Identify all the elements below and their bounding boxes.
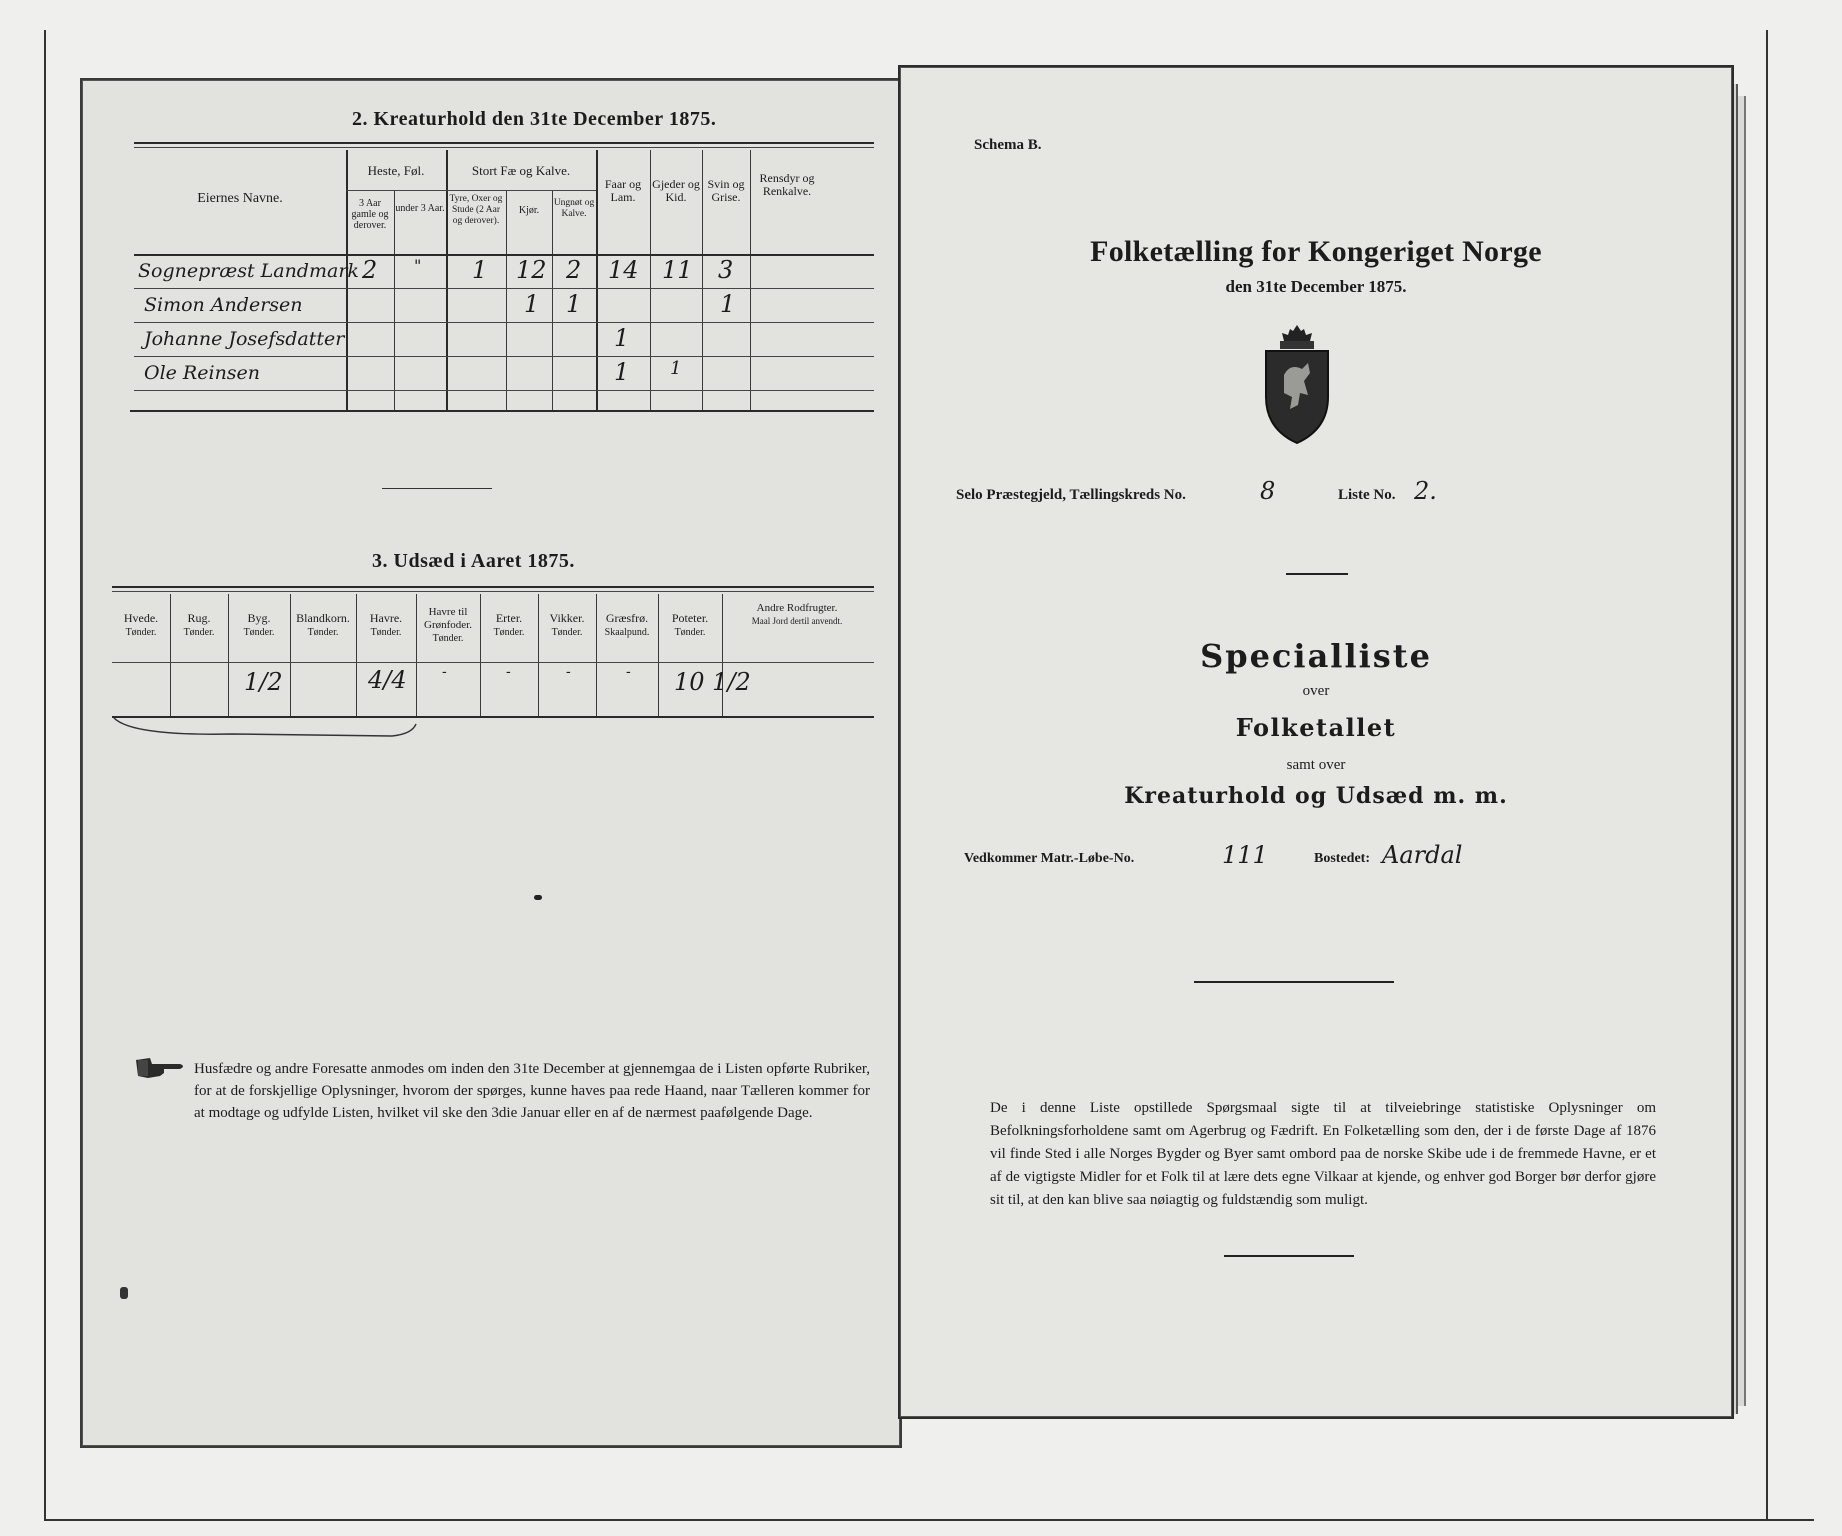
livestock-table: [134, 150, 874, 410]
cell-horse-old: 2: [362, 256, 378, 284]
sow-unit-label: Tønder.: [370, 627, 402, 638]
cell-bulls: 1: [472, 256, 488, 284]
pointing-hand-icon: [134, 1054, 190, 1084]
cattle-group-header: Stort Fæ og Kalve.: [471, 163, 571, 178]
over-label: over: [1302, 683, 1330, 699]
ink-spot: [534, 895, 542, 900]
sow-header-havre: [356, 612, 416, 639]
col-reindeer-header: Rensdyr og Renkalve.: [759, 171, 815, 198]
sow-head-label: Byg.: [247, 611, 271, 625]
sow-header-gronfoder: [416, 606, 480, 645]
sow-unit-label: Tønder.: [432, 633, 464, 644]
sow-head-label: Havre til Grønfoder.: [424, 606, 472, 631]
sow-value-gronfoder: -: [442, 664, 447, 680]
sow-unit-label: Tønder.: [243, 627, 275, 638]
parish-label: Selo Præstegjeld, Tællingskreds No.: [956, 487, 1186, 503]
col-cows-header: Kjør.: [518, 205, 540, 216]
cell-goats: 11: [662, 256, 693, 284]
sow-unit-label: Tønder.: [674, 627, 706, 638]
sowing-title: 3. Udsæd i Aaret 1875.: [372, 550, 575, 572]
sow-unit-label: Tønder.: [183, 627, 215, 638]
sow-value-erter: -: [506, 664, 511, 680]
cell-goats: 1: [670, 358, 682, 379]
sow-head-label: Hvede.: [123, 611, 159, 625]
sow-head-label: Havre.: [369, 611, 403, 625]
cell-sheep: 1: [614, 358, 630, 386]
col-sheep-header: Faar og Lam.: [604, 177, 642, 204]
sow-unit-label: Tønder.: [493, 627, 525, 638]
cell-pigs: 3: [718, 256, 734, 284]
census-date: den 31te December 1875.: [1225, 277, 1407, 296]
table-row: [134, 256, 874, 290]
sow-head-label: Rug.: [187, 611, 211, 625]
sow-header-vikker: [538, 612, 596, 639]
ink-spot: [120, 1287, 128, 1299]
samt-over-label: samt over: [1286, 757, 1346, 773]
sow-unit-label: Skaalpund.: [604, 627, 650, 638]
sow-unit-label: Tønder.: [307, 627, 339, 638]
col-bulls-header: Tyre, Oxer og Stude (2 Aar og derover).: [449, 194, 503, 226]
livestock-title: 2. Kreaturhold den 31te December 1875.: [352, 108, 717, 130]
sow-head-label: Erter.: [495, 611, 523, 625]
tellingskreds-number: 8: [1260, 477, 1276, 505]
kreaturhold-heading: Kreaturhold og Udsæd m. m.: [1124, 783, 1508, 809]
owner-name: Johanne Josefsdatter: [144, 328, 345, 350]
cell-cows: 1: [524, 290, 540, 318]
owner-name: Ole Reinsen: [144, 362, 261, 384]
sow-header-erter: [480, 612, 538, 639]
page-edge: [1738, 96, 1746, 1406]
sow-head-label: Andre Rodfrugter.: [756, 602, 838, 614]
sow-unit-label: Tønder.: [551, 627, 583, 638]
owner-name: Sognepræst Landmark: [138, 260, 359, 282]
sow-head-label: Vikker.: [549, 611, 585, 625]
info-paragraph: De i denne Liste opstillede Spørgsmaal sigte til at tilveiebringe statistiske Oplysninger om Befolkningsforholdene samt om Agerbrug og Fædrift. En Folketælling som den, der i de første Dage af 1876 vil finde Sted i alle Norges Bygder og Byer samt ombord paa de norske Skibe ude i de fremmede Havne, er et af de vigtigste Midler for et Folk til at lære dets egne Vilkaar at kjende, og enhver god Borger bør derfor gjøre sit til, at den kan blive saa nøiagtig og fuldstændig som muligt.: [990, 1100, 1656, 1208]
sow-head-label: Poteter.: [671, 611, 709, 625]
sow-header-poteter: [658, 612, 722, 639]
matr-label: Vedkommer Matr.-Løbe-No.: [964, 851, 1135, 866]
bosted-value: Aardal: [1382, 841, 1463, 869]
horses-group-header: Heste, Føl.: [367, 163, 425, 178]
frame-bottom-line: [44, 1519, 1814, 1521]
sow-header-rug: [170, 612, 228, 639]
col-owner-header: Eiernes Navne.: [197, 191, 283, 206]
sow-value-havre: 4/4: [368, 666, 407, 694]
col-pigs-header: Svin og Grise.: [707, 177, 745, 204]
sow-header-rodfrugter: [722, 602, 872, 628]
schema-label: Schema B.: [974, 137, 1042, 153]
sow-value-poteter: 10 1/2: [674, 668, 751, 696]
specialliste-heading: Specialliste: [1200, 637, 1432, 675]
table-row: [134, 324, 874, 358]
col-horse-young-header: under 3 Aar.: [395, 203, 445, 214]
frame-right-line: [1766, 30, 1768, 1520]
bosted-label: Bostedet:: [1314, 851, 1370, 866]
sowing-table: [112, 594, 874, 716]
frame-left-line: [44, 30, 46, 1520]
col-horse-old-header: 3 Aar gamle og derover.: [351, 198, 389, 231]
cell-cows: 12: [516, 256, 547, 284]
cell-horse-young: ": [414, 256, 422, 275]
right-page: [898, 65, 1734, 1419]
sow-unit-label: Maal Jord dertil anvendt.: [751, 616, 843, 626]
cell-pigs: 1: [720, 290, 736, 318]
table-row: [134, 290, 874, 324]
cell-sheep: 1: [614, 324, 630, 352]
liste-label: Liste No.: [1338, 487, 1396, 503]
sow-header-graesfro: [596, 612, 658, 639]
bracket-flourish: [112, 710, 422, 742]
sow-header-byg: [228, 612, 290, 639]
cell-sheep: 14: [608, 256, 639, 284]
cell-calves: 2: [566, 256, 582, 284]
sow-unit-label: Tønder.: [125, 627, 157, 638]
sow-header-blandkorn: [290, 612, 356, 639]
census-title: Folketælling for Kongeriget Norge: [1090, 235, 1542, 268]
matr-number: 111: [1222, 841, 1268, 869]
owner-name: Simon Andersen: [144, 294, 303, 316]
notice-text: Husfædre og andre Foresatte anmodes om inden den 31te December at gjennemgaa de i Listen opførte Rubriker, for at de forskjellige Oplysninger, hvorom der spørges, kunne haves paa rede Haand, naar Tælleren kommer for at modtage og udfylde Listen, hvilket vil ske den 3die Januar eller en af de nærmest paafølgende Dage.: [194, 1061, 870, 1121]
sow-value-graesfro: -: [626, 664, 631, 680]
col-calves-header: Ungnøt og Kalve.: [553, 198, 595, 219]
coat-of-arms-emblem: [1260, 323, 1334, 447]
sow-head-label: Blandkorn.: [296, 611, 350, 625]
sow-value-vikker: -: [566, 664, 571, 680]
table-row: [134, 358, 874, 392]
sow-value-byg: 1/2: [244, 668, 283, 696]
col-goats-header: Gjeder og Kid.: [652, 177, 700, 204]
cell-calves: 1: [566, 290, 582, 318]
left-page: [80, 78, 902, 1448]
sow-header-hvede: [112, 612, 170, 639]
liste-number: 2.: [1414, 477, 1437, 505]
folketallet-heading: Folketallet: [1235, 713, 1397, 742]
sow-head-label: Græsfrø.: [605, 611, 649, 625]
